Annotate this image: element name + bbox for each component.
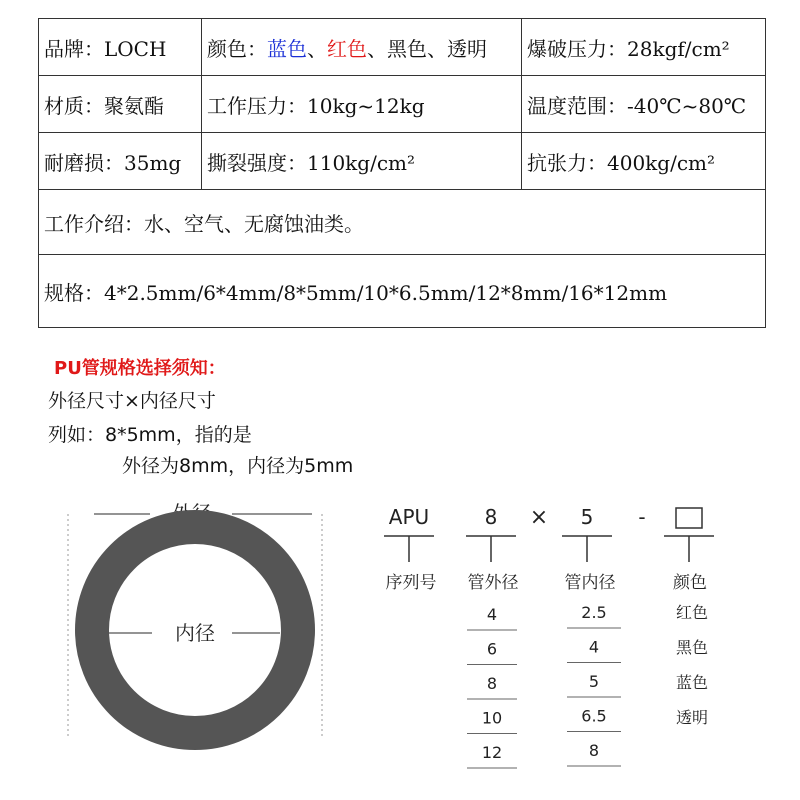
code-outer: 8	[484, 505, 498, 529]
code-dash: -	[638, 505, 646, 529]
notes-line-1: 外径尺寸×内径尺寸	[48, 390, 216, 412]
code-prefix: APU	[388, 505, 430, 529]
color-options	[676, 603, 708, 727]
color-option: 蓝色	[675, 673, 709, 692]
header-series: 序列号	[385, 573, 437, 593]
color-option: 透明	[675, 708, 709, 727]
wear-label: 耐磨损：	[44, 150, 124, 175]
inner-diameter-label: 内径	[175, 621, 215, 645]
inner-option: 6.5	[581, 706, 607, 726]
color-separator: 、	[307, 36, 327, 61]
header-outer: 管外径	[467, 573, 519, 593]
tensile-label: 抗张力：	[527, 150, 607, 175]
burst-value: 28kgf/cm²	[627, 36, 730, 61]
color-label: 颜色：	[207, 36, 267, 61]
tear-label: 撕裂强度：	[207, 150, 307, 175]
outer-option: 10	[481, 708, 503, 728]
size-value: 4*2.5mm/6*4mm/8*5mm/10*6.5mm/12*8mm/16*12mm	[104, 280, 668, 305]
color-option: 黑色	[675, 638, 709, 657]
inner-option: 5	[588, 672, 600, 691]
color-red-text: 红色	[327, 36, 367, 61]
outer-option: 4	[486, 605, 498, 624]
notes-line-3: 外径为8mm，内径为5mm	[122, 455, 354, 477]
tear-value: 110kg/cm²	[307, 150, 416, 175]
work-pressure-value: 10kg~12kg	[307, 93, 425, 118]
temperature-label: 温度范围：	[527, 93, 627, 118]
temperature-value: -40℃~80℃	[627, 93, 747, 118]
header-color: 颜色	[673, 573, 707, 593]
medium-label: 工作介绍：	[44, 211, 144, 236]
brand-label: 品牌：	[44, 36, 104, 61]
notes-title: PU管规格选择须知：	[54, 358, 226, 379]
outer-option: 8	[486, 674, 498, 693]
brand-value: LOCH	[104, 36, 167, 61]
wear-value: 35mg	[124, 150, 182, 175]
inner-options	[567, 603, 621, 766]
size-label: 规格：	[44, 280, 104, 305]
medium-value: 水、空气、无腐蚀油类。	[144, 211, 364, 236]
color-rest-text: 、黑色、透明	[367, 36, 487, 61]
outer-option: 6	[486, 639, 498, 659]
inner-option: 8	[588, 741, 600, 760]
code-color-box	[676, 508, 702, 528]
work-pressure-label: 工作压力：	[207, 93, 307, 118]
notes-line-2: 列如：8*5mm，指的是	[48, 424, 252, 446]
header-inner: 管内径	[564, 573, 616, 593]
material-value: 聚氨酯	[104, 93, 164, 118]
outer-option: 12	[481, 743, 503, 762]
material-label: 材质：	[44, 93, 104, 118]
color-option: 红色	[675, 603, 709, 622]
burst-label: 爆破压力：	[527, 36, 627, 61]
outer-diameter-label: 外径	[172, 501, 212, 525]
outer-options	[467, 605, 517, 768]
code-times: ×	[529, 505, 549, 530]
color-blue-text: 蓝色	[267, 36, 307, 61]
inner-option: 2.5	[581, 603, 607, 622]
code-inner: 5	[580, 505, 594, 529]
tensile-value: 400kg/cm²	[607, 150, 716, 175]
inner-option: 4	[588, 637, 600, 657]
